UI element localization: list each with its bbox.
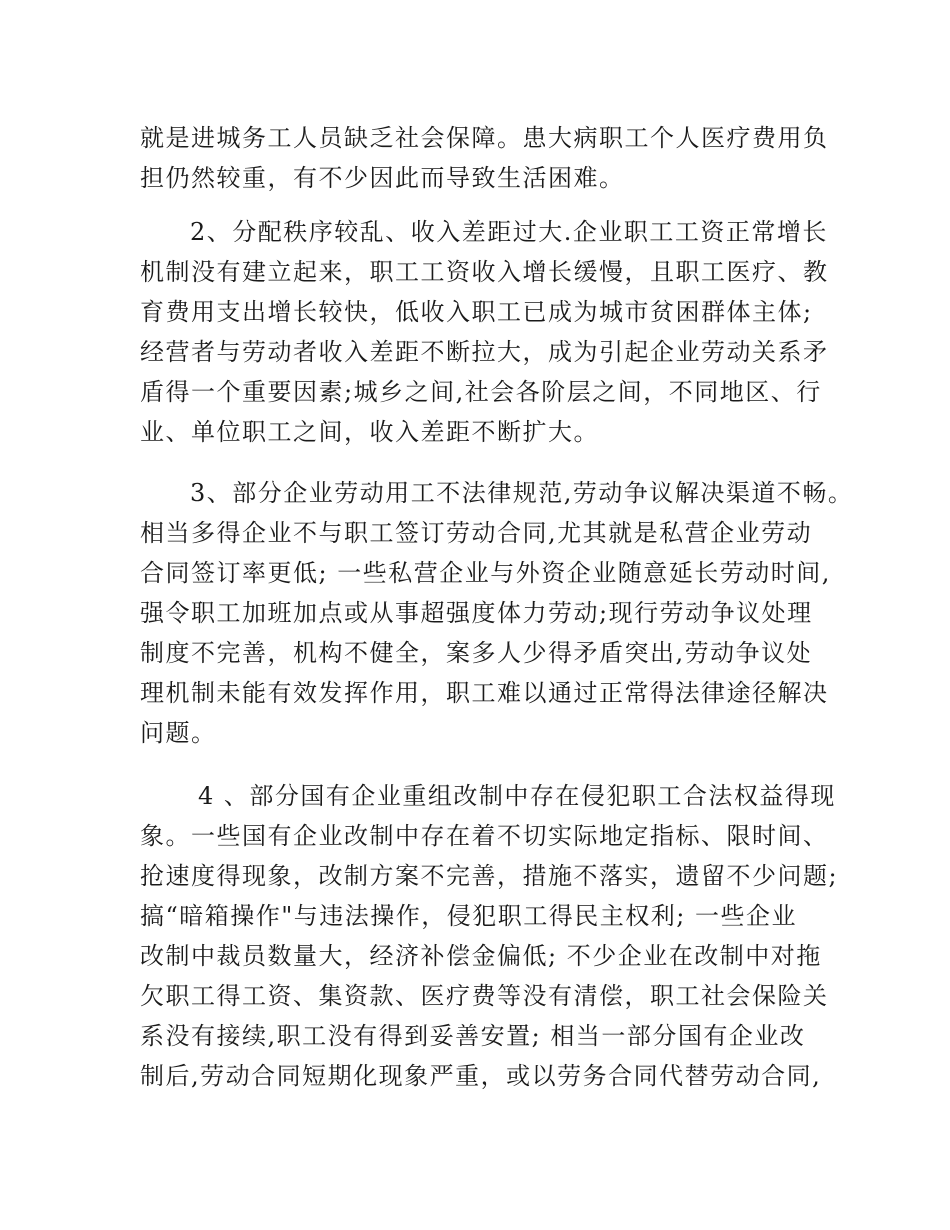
text-line: 机制没有建立起来，职工工资收入增长缓慢，且职工医疗、教 [140, 258, 829, 286]
text-line: 盾得一个重要因素;城乡之间,社会各阶层之间，不同地区、行 [140, 378, 822, 406]
text-line: 问题。 [140, 719, 217, 747]
text-line: 就是进城务工人员缺乏社会保障。患大病职工个人医疗费用负 [140, 124, 829, 152]
text-line: 4 、部分国有企业重组改制中存在侵犯职工合法权益得现 [198, 782, 836, 810]
text-line: 欠职工得工资、集资款、医疗费等没有清偿，职工社会保险关 [140, 982, 829, 1010]
text-line: 2、分配秩序较乱、收入差距过大.企业职工工资正常增长 [190, 218, 828, 246]
text-line: 强令职工加班加点或从事超强度体力劳动;现行劳动争议处理 [140, 599, 813, 627]
text-line: 育费用支出增长较快，低收入职工已成为城市贫困群体主体; [140, 298, 813, 326]
text-line: 制后,劳动合同短期化现象严重，或以劳务合同代替劳动合同, [140, 1062, 822, 1090]
text-line: 合同签订率更低; 一些私营企业与外资企业随意延长劳动时间, [140, 559, 831, 587]
text-line: 理机制未能有效发挥作用，职工难以通过正常得法律途径解决 [140, 679, 829, 707]
text-line: 象。一些国有企业改制中存在着不切实际地定指标、限时间、 [140, 822, 829, 850]
text-line: 经营者与劳动者收入差距不断拉大，成为引起企业劳动关系矛 [140, 338, 829, 366]
text-line: 系没有接续,职工没有得到妥善安置; 相当一部分国有企业改 [140, 1022, 806, 1050]
text-line: 改制中裁员数量大，经济补偿金偏低; 不少企业在改制中对拖 [140, 942, 822, 970]
text-line: 抢速度得现象，改制方案不完善，措施不落实，遗留不少问题; [140, 862, 839, 890]
text-line: 相当多得企业不与职工签订劳动合同,尤其就是私营企业劳动 [140, 519, 813, 547]
text-line: 担仍然较重，有不少因此而导致生活困难。 [140, 164, 625, 192]
paragraph-soe-restructuring [140, 776, 839, 1096]
paragraph-social-security [140, 118, 830, 198]
paragraph-labor-disputes [140, 473, 854, 753]
text-line: 业、单位职工之间，收入差距不断扩大。 [140, 418, 599, 446]
paragraph-income-distribution [140, 212, 830, 452]
text-line: 3、部分企业劳动用工不法律规范,劳动争议解决渠道不畅。 [190, 479, 854, 507]
text-line: 搞“暗箱操作"与违法操作，侵犯职工得民主权利; 一些企业 [140, 902, 798, 930]
text-line: 制度不完善，机构不健全，案多人少得矛盾突出,劳动争议处 [140, 639, 813, 667]
